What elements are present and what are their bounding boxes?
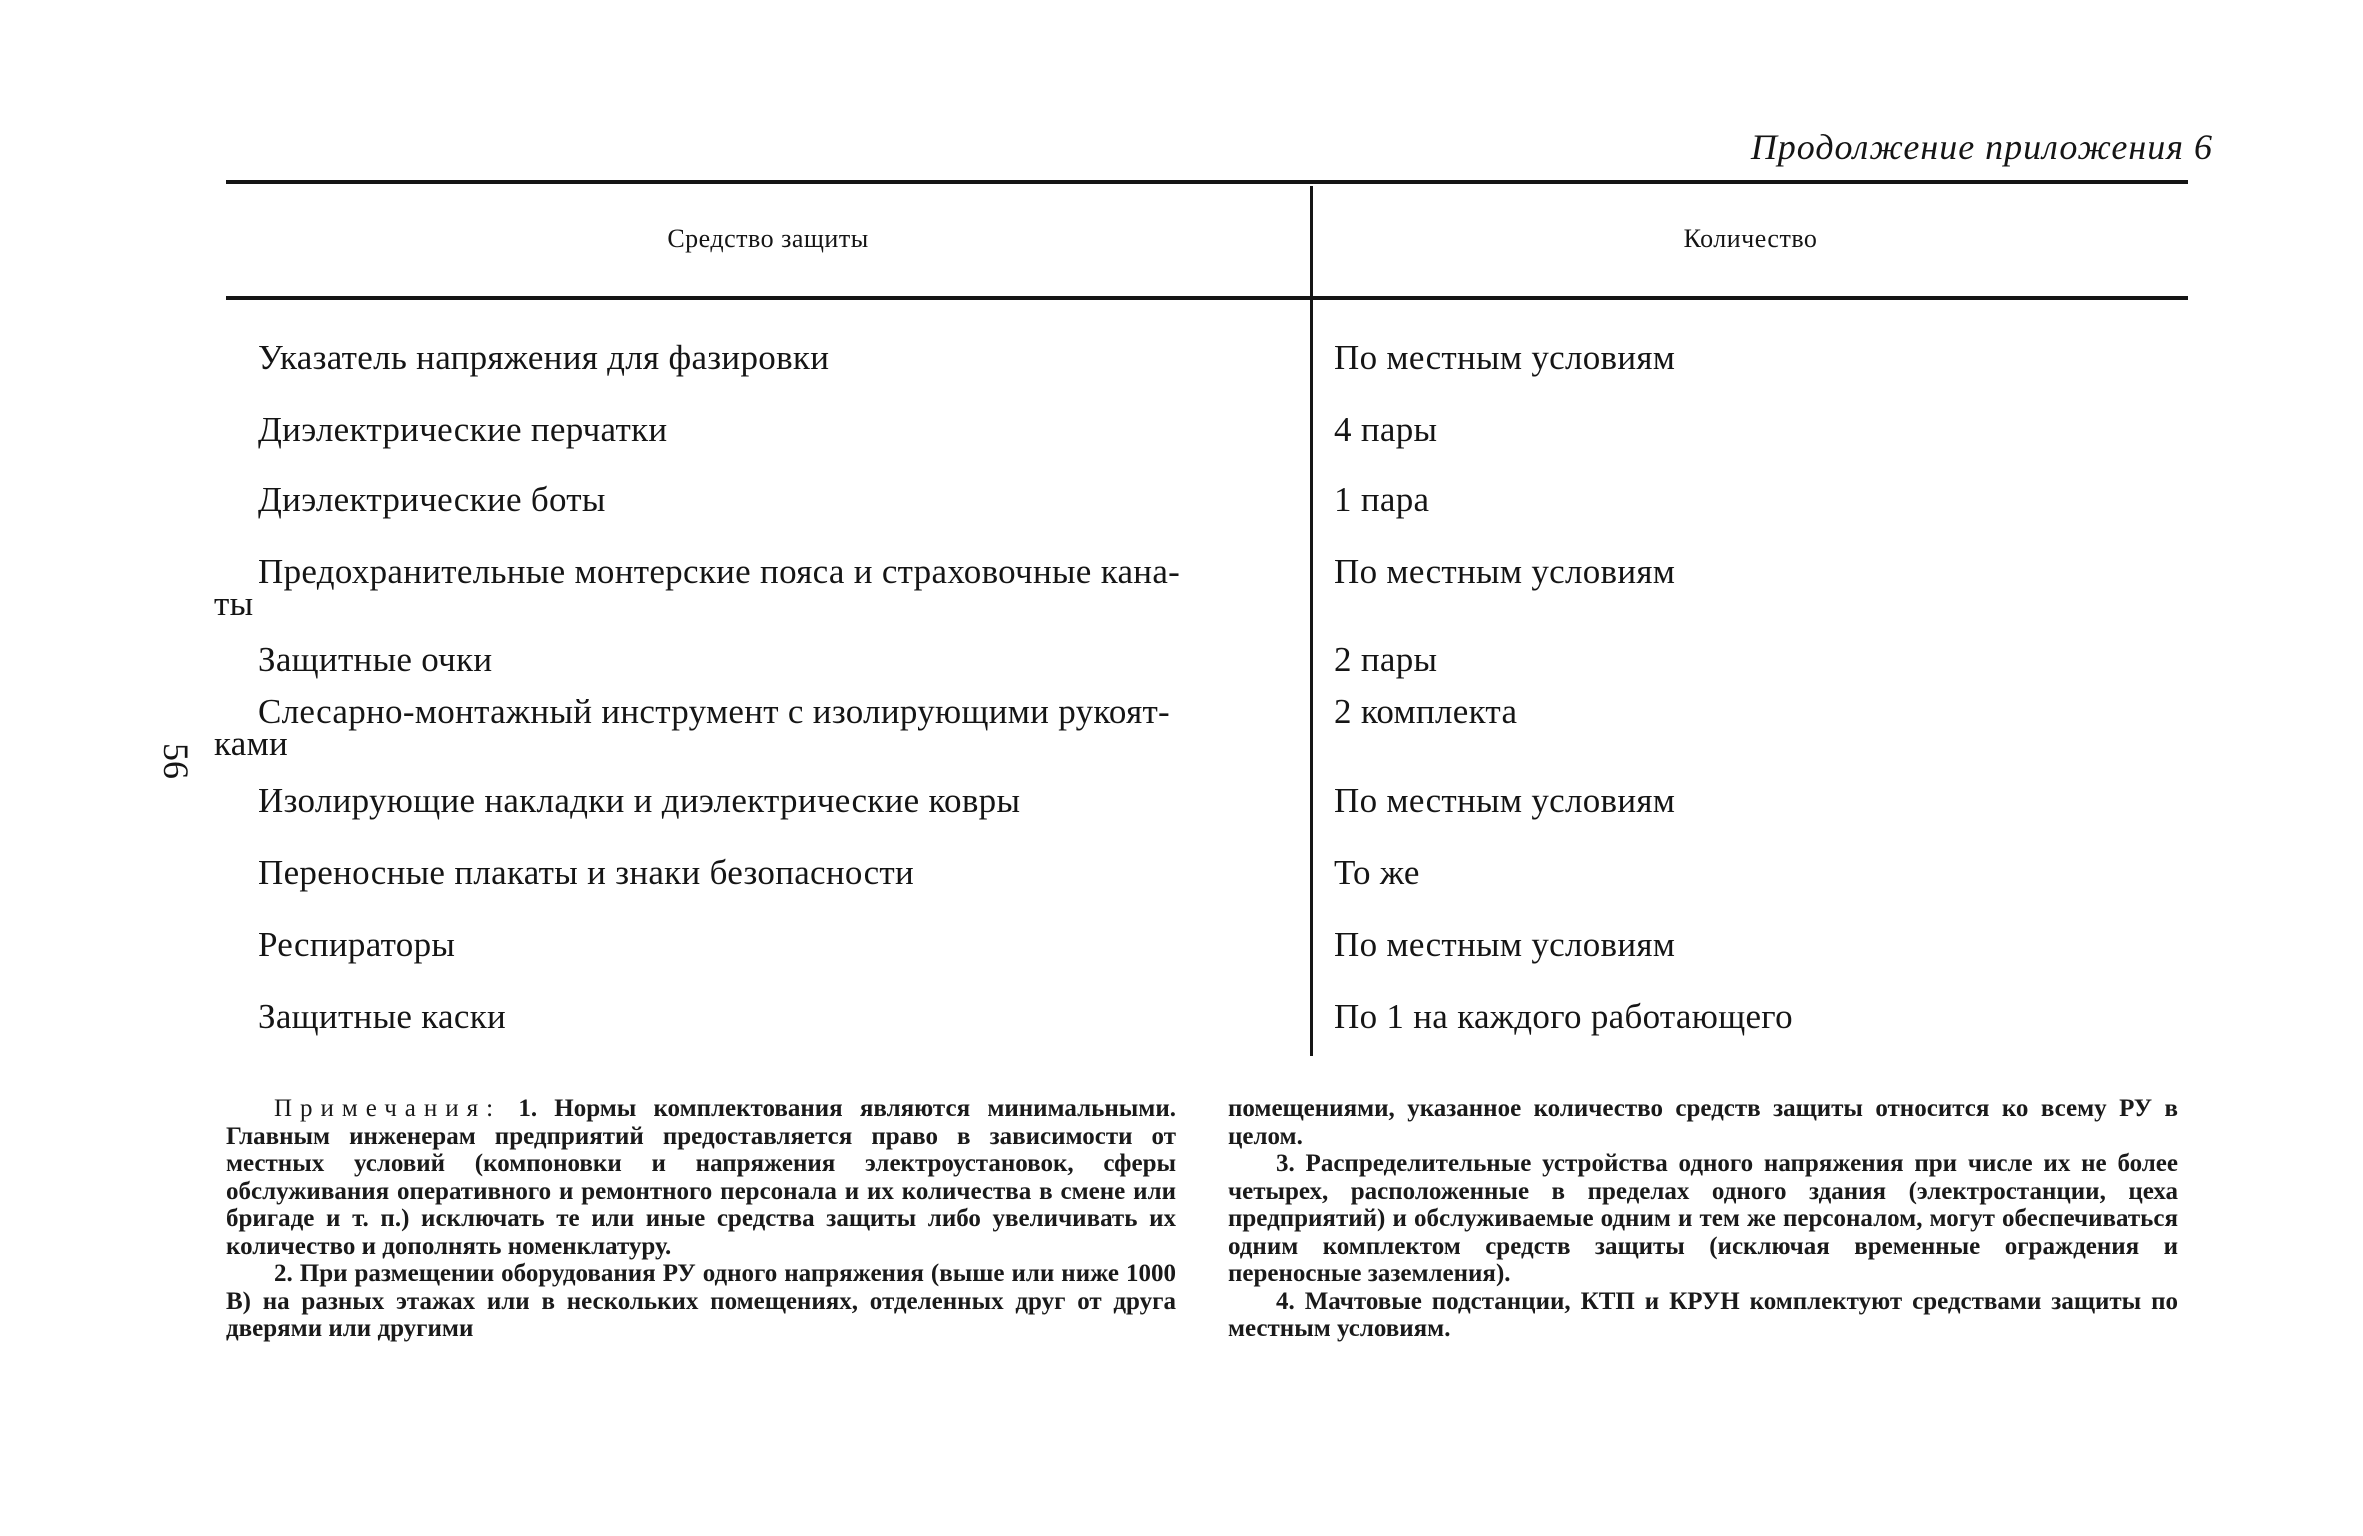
table-top-rule [226,180,2188,184]
item-text: Защитные очки [258,640,493,679]
item-cell [214,855,1278,891]
notes-left-column [226,1095,1176,1343]
item-cell [214,340,1278,376]
qty-cell: По местным условиям [1334,925,1676,964]
notes-label: Примечания: [274,1095,502,1122]
item-cell [214,554,1278,622]
item-cell [214,694,1278,762]
table-header-rule [226,296,2188,300]
item-cell [214,412,1278,448]
item-text-line1: Слесарно-монтажный инструмент с изолирующими рукоят- [258,692,1171,731]
item-cell [214,999,1278,1035]
note-4: 4. Мачтовые подстанции, КТП и КРУН комплектуют средствами защиты по местным условиям. [1228,1287,2178,1342]
item-text: Изолирующие накладки и диэлектрические ковры [258,781,1021,820]
qty-cell: По местным условиям [1334,338,1676,377]
item-text: Переносные плакаты и знаки безопасности [258,853,915,892]
column-header-quantity: Количество [1683,224,1818,253]
item-cell [214,783,1278,819]
note-1 [226,1095,1176,1260]
item-text-line1: Предохранительные монтерские пояса и страховочные кана- [258,552,1181,591]
note-1-text: 1. Нормы комплектования являются минимальными. Главным инженерам предприятий предоставляется право в зависимости от местных условий (компоновки и напряжения электроустановок, сферы обслуживания оперативного и ремонтного персонала и их количества в смене или бригаде и т. п.) исключать те или иные средства защиты либо увеличивать их количество и дополнять номенклатуру. [226,1095,1176,1260]
qty-cell: По местным условиям [1334,552,1676,591]
qty-cell: 1 пара [1334,480,1430,519]
qty-cell: По местным условиям [1334,781,1676,820]
item-text-line2: ты [214,584,254,623]
column-divider [1310,186,1313,1056]
item-text-line2: ками [214,724,289,763]
qty-cell: 2 пары [1334,640,1438,679]
item-cell [214,482,1278,518]
qty-cell: По 1 на каждого работающего [1334,997,1793,1036]
item-text: Защитные каски [258,997,507,1036]
note-3: 3. Распределительные устройства одного напряжения при числе их не более четырех, расположенные в пределах одного здания (электростанции, цеха предприятий) и обслуживаемые одним и тем же персоналом, могут обеспечиваться одним комплектом средств защиты (исключая временные ограждения и переносные заземления). [1228,1150,2178,1287]
note-2-part-a: 2. При размещении оборудования РУ одного напряжения (выше или ниже 1000 В) на разных этажах или в нескольких помещениях, отделенных друг от друга дверями или другими [226,1260,1176,1342]
item-text: Указатель напряжения для фазировки [258,338,830,377]
item-text: Диэлектрические перчатки [258,410,668,449]
qty-cell: 2 комплекта [1334,692,1518,731]
item-text: Респираторы [258,925,456,964]
page-number: 56 [156,743,196,779]
qty-cell: То же [1334,853,1420,892]
notes-right-column [1228,1095,2178,1343]
qty-cell: 4 пары [1334,410,1438,449]
column-header-protective-means: Средство защиты [667,224,869,253]
continuation-header: Продолжение приложения 6 [1750,127,2213,167]
note-2-part-b: помещениями, указанное количество средств защиты относится ко всему РУ в целом. [1228,1095,2178,1150]
item-cell [214,927,1278,963]
item-text: Диэлектрические боты [258,480,606,519]
item-cell [214,642,1278,678]
